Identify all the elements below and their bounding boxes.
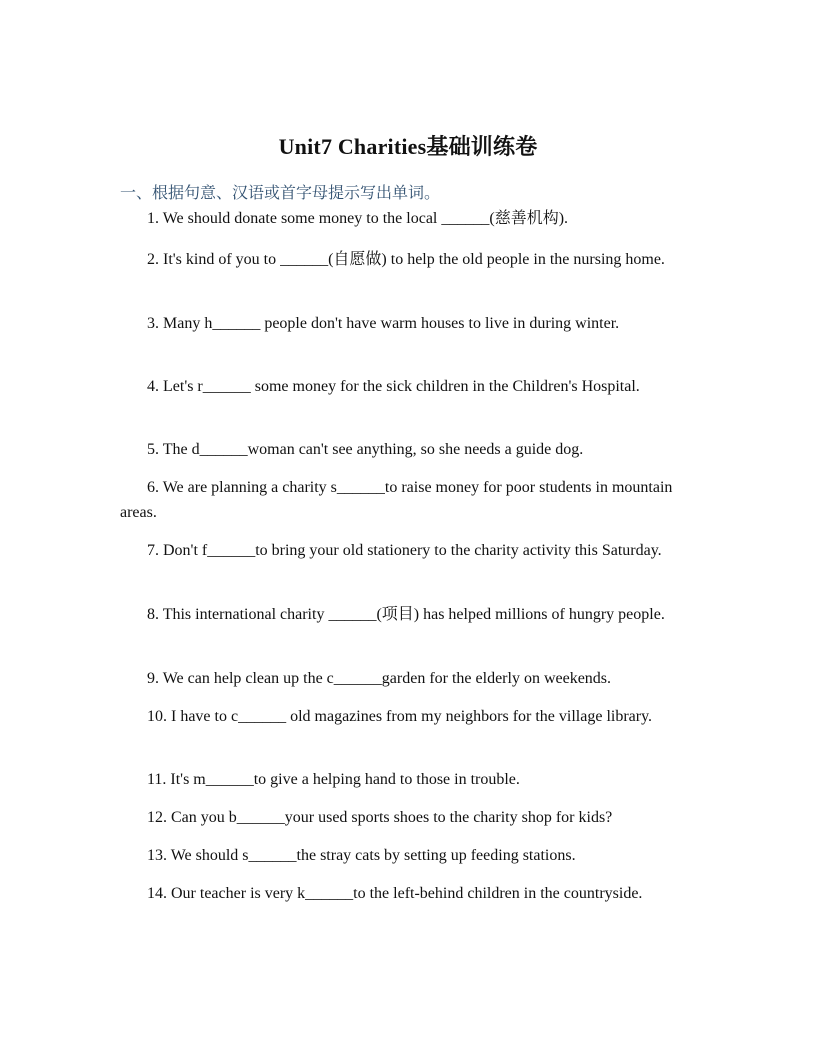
question-1: 1. We should donate some money to the local ______(慈善机构). [147,210,569,227]
question-5: 5. The d______woman can't see anything, so she needs a guide dog. [147,441,584,458]
question-7: 7. Don't f______to bring your old stationery to the charity activity this Saturday. [147,542,662,559]
question-14: 14. Our teacher is very k______to the left-behind children in the countryside. [147,885,643,902]
question-2: 2. It's kind of you to ______(自愿做) to help the old people in the nursing home. [147,251,665,268]
section-heading: 一、根据句意、汉语或首字母提示写出单词。 [120,183,441,202]
question-13: 13. We should s______the stray cats by setting up feeding stations. [147,847,576,864]
question-9: 9. We can help clean up the c______garden for the elderly on weekends. [147,670,612,687]
question-8: 8. This international charity ______(项目) has helped millions of hungry people. [147,606,665,623]
question-6: 6. We are planning a charity s______to raise money for poor students in mountain areas. [120,479,673,521]
question-4: 4. Let's r______ some money for the sick children in the Children's Hospital. [147,378,640,395]
question-11: 11. It's m______to give a helping hand to those in trouble. [147,771,520,788]
question-12: 12. Can you b______your used sports shoes to the charity shop for kids? [147,809,613,826]
question-10: 10. I have to c______ old magazines from my neighbors for the village library. [147,708,653,725]
page-title: Unit7 Charities基础训练卷 [278,134,538,159]
question-3: 3. Many h______ people don't have warm houses to live in during winter. [147,315,620,332]
